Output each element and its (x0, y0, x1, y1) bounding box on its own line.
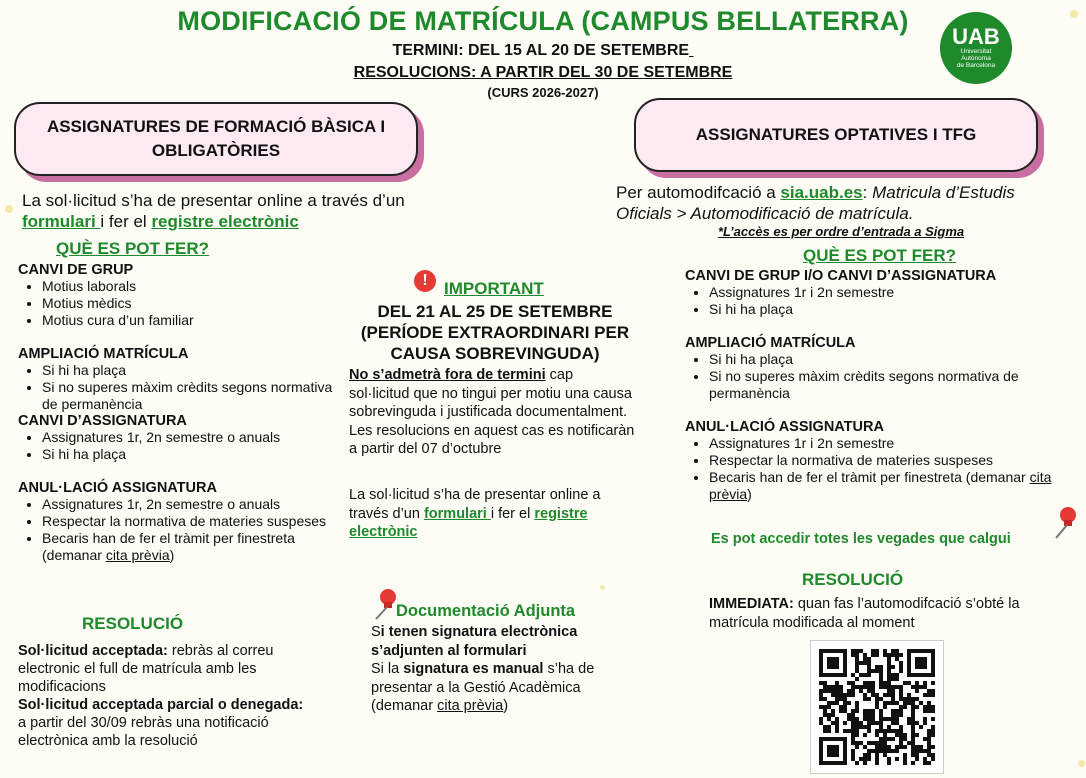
section-title: AMPLIACIÓ MATRÍCULA (18, 346, 189, 362)
list-item: • Assignatures 1r i 2n semestre (709, 435, 1055, 452)
attached-docs-heading: Documentació Adjunta (396, 602, 576, 620)
electronic-register-link[interactable]: registre electrònic (151, 212, 299, 231)
left-what-can-do-heading: QUÈ ES POT FER? (56, 239, 210, 258)
decor-dot (5, 205, 13, 213)
right-resolution-heading: RESOLUCIÓ (802, 570, 904, 589)
extraordinary-period: DEL 21 AL 25 DE SETEMBRE (PERÍODE EXTRAORDINARI PER CAUSA SOBREVINGUDA) (360, 302, 630, 363)
list-item: • Si hi ha plaça (42, 446, 348, 463)
list-item: • Respectar la normativa de materies suspeses (42, 513, 348, 530)
list-item: • Motius mèdics (42, 295, 348, 312)
list-item: • Becaris han de fer el tràmit per finestreta (demanar cita prèvia) (709, 469, 1055, 503)
list-item: • Si hi ha plaça (42, 362, 348, 379)
left-resolution-text: Sol·licitud acceptada: rebràs al correu electronic el full de matrícula amb les modificacions Sol·licitud acceptada parcial o denegada: a partir del 30/09 rebràs una notificació electrònica amb la resolució (18, 643, 304, 749)
page-title: MODIFICACIÓ DE MATRÍCULA (CAMPUS BELLATERRA) (177, 6, 909, 36)
list-item: • Assignatures 1r, 2n semestre o anuals (42, 496, 348, 513)
right-resolution-text: IMMEDIATA: quan fas l’automodifcació s’obté la matrícula modificada al moment (709, 596, 1020, 631)
qr-code-pattern (811, 641, 943, 773)
list-item: • Si no superes màxim crèdits segons normativa de permanència (709, 368, 1055, 402)
right-options (685, 268, 1055, 503)
form-link[interactable]: formulari (22, 212, 101, 231)
uab-logo: UAB Universitat Autònoma de Barcelona (940, 12, 1012, 84)
form-link[interactable]: formulari (423, 505, 491, 522)
list-item: • Motius laborals (42, 278, 348, 295)
appointment-link[interactable]: cita prèvia (709, 469, 1052, 502)
list-item: • Becaris han de fer el tràmit per finestreta (demanar cita prèvia) (42, 530, 348, 564)
resolution-date-line: RESOLUCIONS: A PARTIR DEL 30 DE SETEMBRE (353, 64, 733, 81)
course-year: (CURS 2026-2027) (487, 85, 599, 100)
section-title: CANVI D’ASSIGNATURA (18, 413, 187, 429)
qr-code[interactable] (810, 640, 944, 774)
unlimited-access-note: Es pot accedir totes les vegades que calgui (711, 531, 1011, 547)
list-item: • Assignatures 1r, 2n semestre o anuals (42, 429, 348, 446)
basic-subjects-box: ASSIGNATURES DE FORMACIÓ BÀSICA I OBLIGATÒRIES (14, 102, 418, 176)
left-intro: La sol·licitud s’ha de presentar online a través d’un formulari i fer el registre electrònic (22, 191, 405, 231)
right-what-can-do-heading: QUÈ ES POT FER? (803, 246, 957, 265)
optional-subjects-box: ASSIGNATURES OPTATIVES I TFG (634, 98, 1038, 172)
sia-link[interactable]: sia.uab.es (780, 183, 863, 202)
out-of-term-notice: No s’admetrà fora de termini cap sol·licitud que no tingui per motiu una causa sobrevinguda i justificada documentalment. Les resolucions en aquest cas es notificaràn a partir del 07 d’octubre (349, 367, 635, 457)
electronic-register-link[interactable]: registre electrònic (349, 505, 588, 540)
appointment-link[interactable]: cita prèvia (105, 547, 170, 563)
section-title: CANVI DE GRUP I/O CANVI D’ASSIGNATURA (685, 268, 997, 284)
important-heading: IMPORTANT (444, 279, 544, 298)
appointment-link[interactable]: cita prèvia (437, 698, 504, 714)
list-item: • Respectar la normativa de materies suspeses (709, 452, 1055, 469)
list-item: • Motius cura d’un familiar (42, 312, 348, 329)
deadline-line: TERMINI: DEL 15 AL 20 DE SETEMBRE (392, 42, 690, 59)
section-title: AMPLIACIÓ MATRÍCULA (685, 335, 856, 351)
section-title: ANUL·LACIÓ ASSIGNATURA (685, 419, 884, 435)
right-intro: Per automodifcació a sia.uab.es: Matricula d’Estudis Oficials > Automodificació de matrícula. (616, 183, 1015, 223)
pushpin-icon (1050, 505, 1082, 541)
middle-submit-text: La sol·licitud s’ha de presentar online a través d’un formulari i fer el registre electrònic (349, 487, 601, 540)
list-item: • Si hi ha plaça (709, 301, 1055, 318)
attached-docs-text: Si tenen signatura electrònica s’adjunten al formulari Si la signatura es manual s’ha de presentar a la Gestió Acadèmica (demanar cita prèvia) (371, 624, 595, 714)
list-item: • Assignatures 1r i 2n semestre (709, 284, 1055, 301)
section-title: CANVI DE GRUP (18, 262, 134, 278)
left-options (18, 262, 348, 564)
access-order-note: *L’accès es per ordre d’entrada a Sigma (718, 224, 965, 239)
left-resolution-heading: RESOLUCIÓ (82, 614, 184, 633)
list-item: • Si no superes màxim crèdits segons normativa de permanència (42, 379, 348, 413)
list-item: • Si hi ha plaça (709, 351, 1055, 368)
decor-dot (1078, 760, 1085, 767)
decor-dot (600, 585, 605, 590)
exclamation-icon: ! (414, 270, 436, 292)
section-title: ANUL·LACIÓ ASSIGNATURA (18, 480, 217, 496)
